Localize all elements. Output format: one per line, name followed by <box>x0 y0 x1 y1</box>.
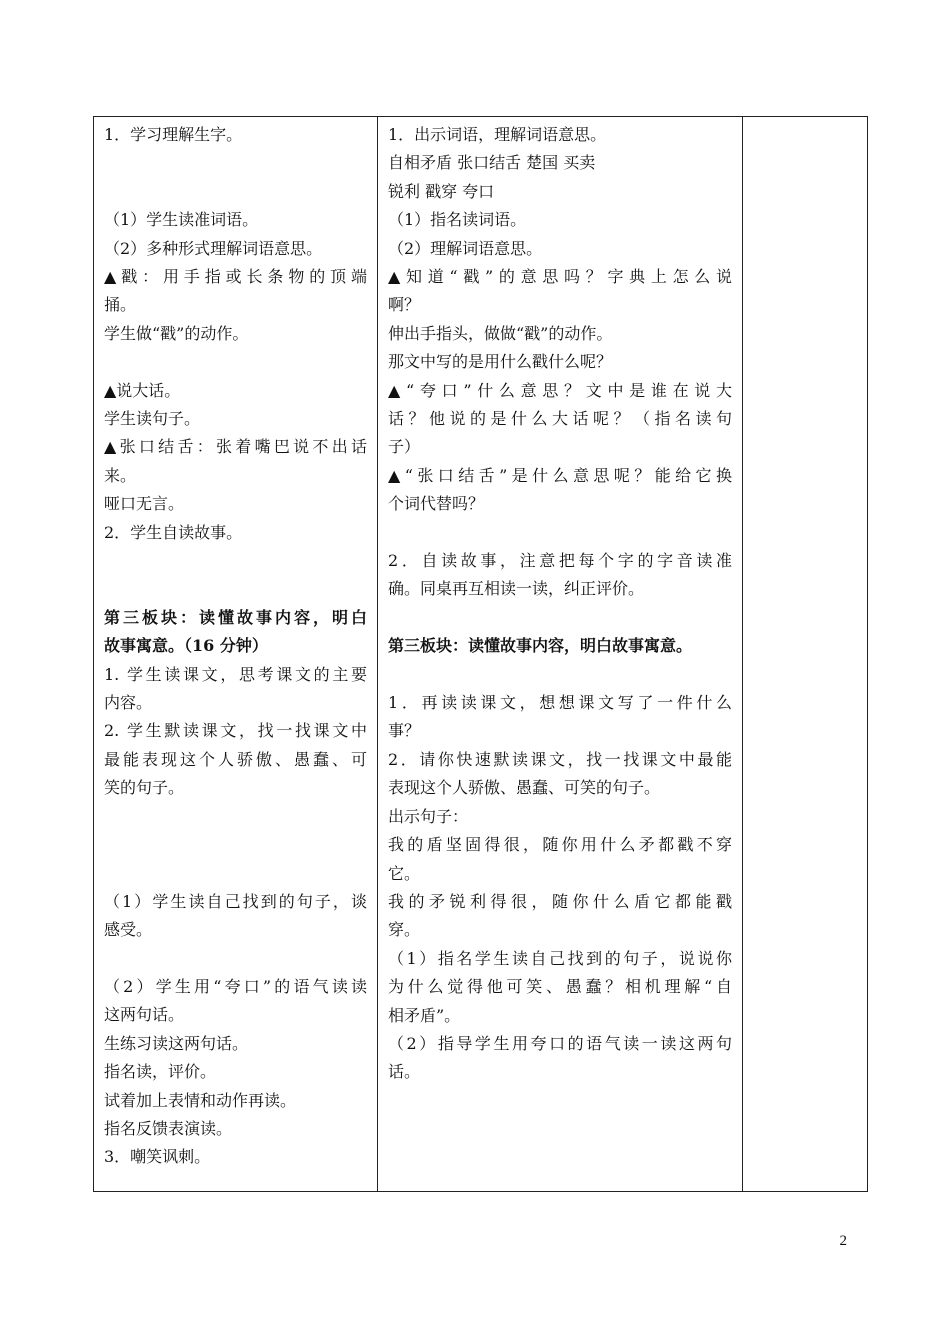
student-text-line: 生练习读这两句话。 <box>104 1033 249 1053</box>
student-text-line <box>104 348 367 376</box>
student-text-line: （2）学生用“夸口”的语气读读 <box>104 977 367 997</box>
teacher-text-line: 我的盾坚固得很，随你用什么矛都戳不穿 <box>388 835 732 855</box>
student-text-line: 1．学习理解生字。 <box>104 125 243 144</box>
student-text-line: 感受。 <box>104 920 153 940</box>
student-text-line: 哑口无言。 <box>104 494 185 514</box>
student-text-line: 3．嘲笑讽刺。 <box>104 1147 211 1167</box>
table-row <box>94 117 868 1192</box>
teacher-text-line: 确。同桌再互相读一读，纠正评价。 <box>388 579 645 599</box>
page-number: 2 <box>839 1233 847 1249</box>
teacher-text-line: 1．出示词语，理解词语意思。 <box>388 125 607 144</box>
student-text-line: 最能表现这个人骄傲、愚蠢、可 <box>104 749 367 769</box>
teacher-text-line: 个词代替吗？ <box>388 494 485 514</box>
teacher-activity-cell <box>378 117 743 1192</box>
student-text-line: 故事寓意。（16 分钟） <box>104 636 268 656</box>
teacher-text-line <box>388 661 732 689</box>
student-text-line <box>104 803 367 831</box>
student-text-line: 第三板块：读懂故事内容，明白 <box>104 607 367 627</box>
student-text-line: 指名读，评价。 <box>104 1062 217 1082</box>
teacher-text-line: 表现这个人骄傲、愚蠢、可笑的句子。 <box>388 778 661 798</box>
teacher-text-line: 为什么觉得他可笑、愚蠢？相机理解“自 <box>388 977 732 997</box>
student-text-line <box>104 547 367 575</box>
teacher-text-line: 事？ <box>388 721 421 741</box>
student-text-line: 指名反馈表演读。 <box>104 1119 233 1139</box>
student-text-line: 学生读句子。 <box>104 409 201 429</box>
teacher-text-line: 第三板块：读懂故事内容，明白故事寓意。 <box>388 636 693 656</box>
student-text-line: 2．学生自读故事。 <box>104 522 243 542</box>
notes-cell <box>743 117 868 1192</box>
student-text-line: ▲说大话。 <box>104 380 181 400</box>
teacher-text-line: 子） <box>388 437 421 457</box>
student-text-line: ▲戳：用手指或长条物的顶端 <box>104 267 367 286</box>
teacher-text-line: 话。 <box>388 1062 421 1082</box>
student-text-line: ▲张口结舌：张着嘴巴说不出话 <box>104 437 367 457</box>
student-text-line <box>104 178 367 206</box>
student-text-line <box>104 945 367 973</box>
student-text-line: 这两句话。 <box>104 1005 185 1025</box>
teacher-text-line: （2）理解词语意思。 <box>388 238 543 258</box>
student-text-line: 学生做“戳”的动作。 <box>104 323 249 343</box>
student-text-line <box>104 831 367 859</box>
teacher-text-line: 我的矛锐利得很，随你什么盾它都能戳 <box>388 891 732 911</box>
teacher-text-line: 锐利 戳穿 夸口 <box>388 181 495 201</box>
teacher-text-line: 那文中写的是用什么戳什么呢？ <box>388 352 613 372</box>
lesson-plan-table <box>93 116 868 1192</box>
student-text-line: 笑的句子。 <box>104 778 185 798</box>
teacher-text-line: 1．再读读课文，想想课文写了一件什么 <box>388 693 732 713</box>
teacher-text-line: 2．请你快速默读课文，找一找课文中最能 <box>388 749 732 769</box>
student-text-line: 捅。 <box>104 295 137 315</box>
student-text-line: 试着加上表情和动作再读。 <box>104 1090 297 1110</box>
teacher-text-line: （1）指名学生读自己找到的句子，说说你 <box>388 948 732 968</box>
teacher-text-line: 话？他说的是什么大话呢？（指名读句 <box>388 409 732 429</box>
student-text-line: （2）多种形式理解词语意思。 <box>104 238 323 258</box>
student-text-line <box>104 859 367 887</box>
teacher-text-line: ▲知道“戳”的意思吗？字典上怎么说 <box>388 267 732 287</box>
teacher-text-line: 啊？ <box>388 295 421 315</box>
teacher-text-line: 相矛盾”。 <box>388 1005 461 1025</box>
teacher-text-line: ▲“夸口”什么意思？文中是谁在说大 <box>388 380 732 400</box>
teacher-text-line: 伸出手指头，做做“戳”的动作。 <box>388 323 613 343</box>
teacher-text-line: 自相矛盾 张口结舌 楚国 买卖 <box>388 153 596 173</box>
student-text-line <box>104 149 367 177</box>
teacher-text-line: 出示句子： <box>388 806 469 826</box>
teacher-text-line <box>388 604 732 632</box>
student-text-line: 1. 学生读课文，思考课文的主要 <box>104 664 367 684</box>
student-text-line: （1）学生读自己找到的句子，谈 <box>104 891 367 911</box>
teacher-text-line: 它。 <box>388 863 421 883</box>
teacher-text-line: 穿。 <box>388 920 421 940</box>
teacher-text-line: （1）指名读词语。 <box>388 210 527 230</box>
teacher-text-line: ▲“张口结舌”是什么意思呢？能给它换 <box>388 465 732 485</box>
student-text-line: （1）学生读准词语。 <box>104 210 259 230</box>
student-text-line: 来。 <box>104 465 137 485</box>
student-text-line: 2. 学生默读课文，找一找课文中 <box>104 721 367 741</box>
student-text-line <box>104 575 367 603</box>
teacher-text-line: 2．自读故事，注意把每个字的字音读准 <box>388 551 732 571</box>
teacher-text-line: （2）指导学生用夸口的语气读一读这两句 <box>388 1033 732 1053</box>
student-text-line: 内容。 <box>104 693 153 713</box>
student-activity-cell <box>94 117 378 1192</box>
teacher-text-line <box>388 519 732 547</box>
